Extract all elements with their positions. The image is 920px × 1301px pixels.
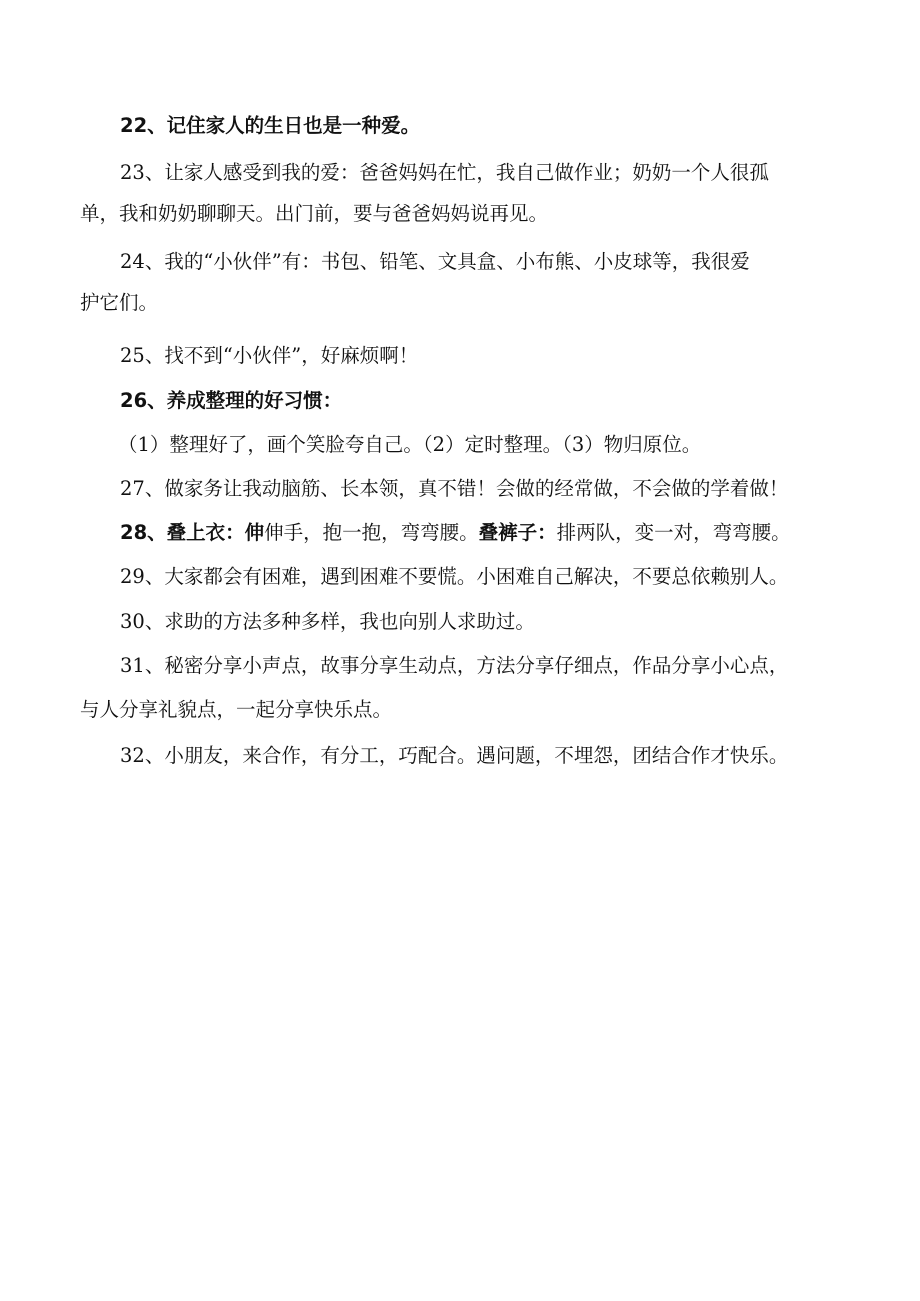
item-28-tail: 排两队，变一对，弯弯腰。 xyxy=(556,521,791,544)
item-31-line-2: 与人分享礼貌点，一起分享快乐点。 xyxy=(80,698,393,721)
item-24-line-2: 护它们。 xyxy=(80,291,159,314)
item-24-line-1: 24、我的“小伙伴”有：书包、铅笔、文具盒、小布熊、小皮球等，我很爱 xyxy=(120,250,750,273)
item-31-line-1: 31、秘密分享小声点，故事分享生动点，方法分享仔细点，作品分享小心点， xyxy=(120,654,789,677)
item-27: 27、做家务让我动脑筋、长本领，真不错！会做的经常做，不会做的学着做！ xyxy=(120,477,789,500)
item-28-head-2: 叠裤子： xyxy=(478,521,557,544)
item-29: 29、大家都会有困难，遇到困难不要慌。小困难自己解决，不要总依赖别人。 xyxy=(120,565,789,588)
item-23-line-2: 单，我和奶奶聊聊天。出门前，要与爸爸妈妈说再见。 xyxy=(80,202,549,225)
item-25: 25、找不到“小伙伴”，好麻烦啊！ xyxy=(120,344,419,367)
item-23-line-1: 23、让家人感受到我的爱：爸爸妈妈在忙，我自己做作业；奶奶一个人很孤 xyxy=(120,161,769,184)
item-22: 22、记住家人的生日也是一种爱。 xyxy=(120,114,421,137)
item-32: 32、小朋友，来合作，有分工，巧配合。遇问题，不埋怨，团结合作才快乐。 xyxy=(120,744,789,767)
item-26-sub: （1）整理好了，画个笑脸夸自己。（2）定时整理。（3）物归原位。 xyxy=(118,433,702,456)
item-28 xyxy=(120,512,900,553)
item-28-mid: 伸手，抱一抱，弯弯腰。 xyxy=(264,521,479,544)
item-30: 30、求助的方法多种多样，我也向别人求助过。 xyxy=(120,610,535,633)
item-26: 26、养成整理的好习惯： xyxy=(120,389,343,412)
item-28-head: 28、叠上衣：伸 xyxy=(120,521,265,544)
